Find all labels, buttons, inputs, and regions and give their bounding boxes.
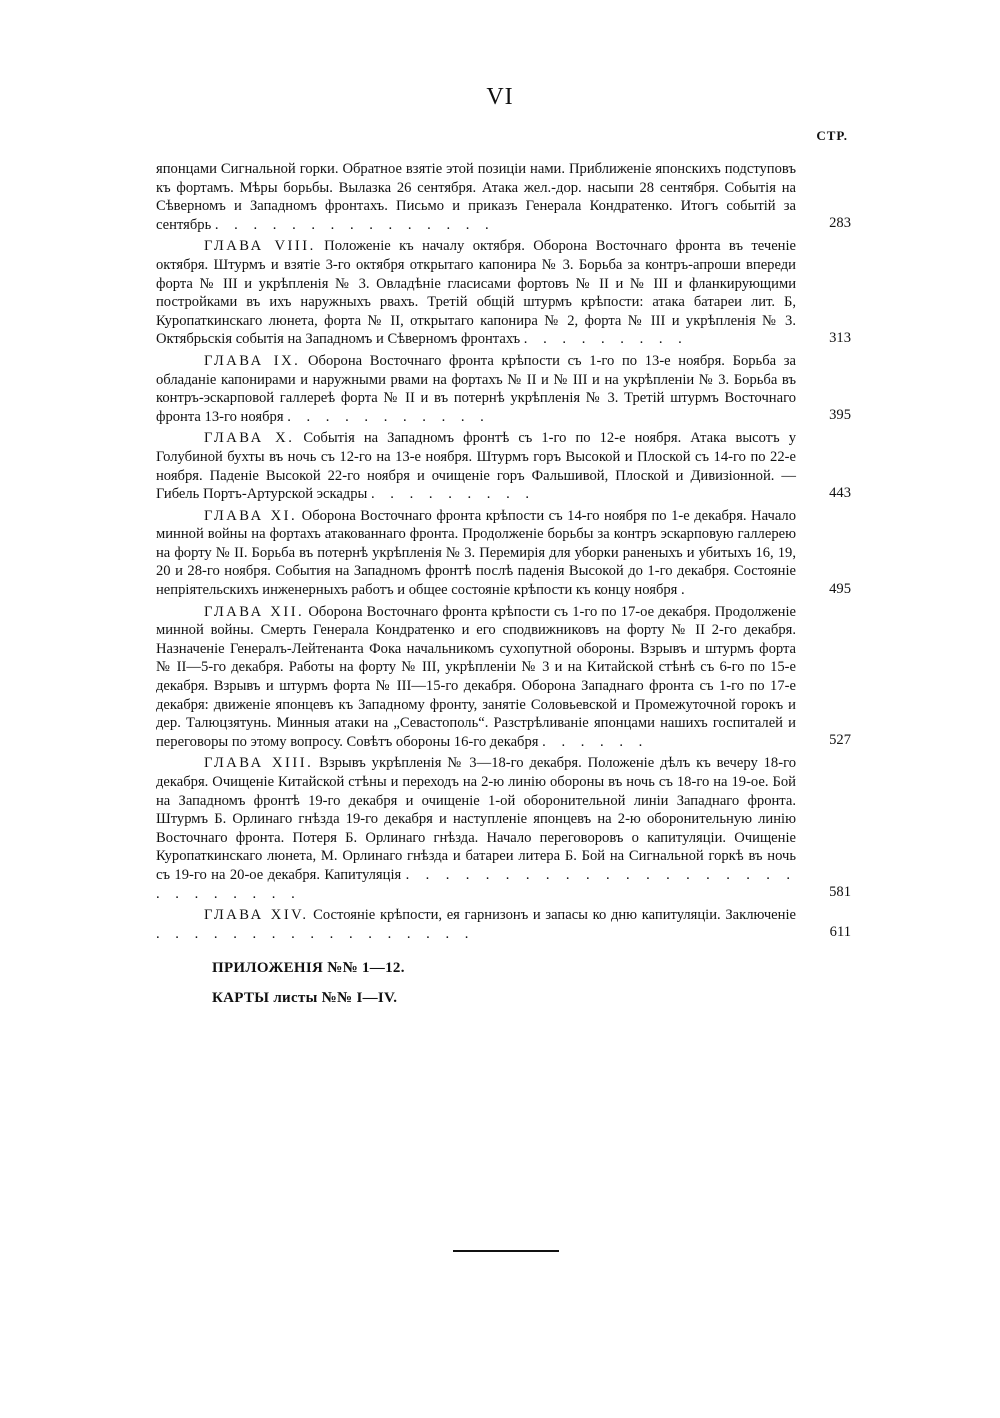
toc-entry: ГЛАВА XII. Оборона Восточнаго фронта крѣпости съ 1-го по 17-ое декабря. Продолженіе минной войны. Смерть Генерала Кондратенко и его сподвижниковъ на форту № II 2-го декабря. Назначеніе Генералъ-Лейтенанта Фока начальникомъ сухопутной обороны. Взрывъ и штурмъ форта № II—5-го декабря. Работы на форту № III, укрѣпленіи № 3 и на Китайской стѣнѣ съ 6-го по 15-е декабря. Взрывъ и штурмъ форта № III—15-го декабря. Оборона Западнаго фронта съ 1-го по 17-е декабря: движеніе японцевъ къ Западному фронту, занятіе Соловьевской и Промежуточной горокъ и дер. Талюцзятунь. Минныя атаки на „Севастополь“. Разстрѣливаніе японцами нашихъ госпиталей и переговоры по этому вопросу. Совѣтъ обороны 16-го декабря . . . . . . 527 — [156, 603, 851, 750]
entry-text: Оборона Восточнаго фронта крѣпости съ 1-го по 17-ое декабря. Продолженіе минной войны. Смерть Генерала Кондратенко и его сподвижниковъ на форту № II 2-го декабря. Назначеніе Генералъ-Лейтенанта Фока начальникомъ сухопутной обороны. Взрывъ и штурмъ форта № II—5-го декабря. Работы на форту № III, укрѣпленіи № 3 и на Китайской стѣнѣ съ 6-го по 15-е декабря. Взрывъ и штурмъ форта № III—15-го декабря. Оборона Западнаго фронта съ 1-го по 17-е декабря: движеніе японцевъ къ Западному фронту, занятіе Соловьевской и Промежуточной горокъ и дер. Талюцзятунь. Минныя атаки на „Севастополь“. Разстрѣливаніе японцами нашихъ госпиталей и переговоры по этому вопросу. Совѣтъ обороны 16-го декабря — [156, 603, 796, 750]
toc-entry: ГЛАВА XI. Оборона Восточнаго фронта крѣпости съ 14-го ноября по 1-е декабря. Начало минной войны на фортахъ атакованнаго фронта. Продолженіе борьбы за контръ эскарповую галлерею на форту № II. Борьба въ потернѣ укрѣпленія № 3. Перемирія для уборки раненыхъ и убитыхъ 16, 19, 20 и 28-го ноября. События на Западномъ фронтѣ послѣ паденія Высокой до 1-го декабря. Состояніе непріятельскихъ инженерныхъ работъ и общее состояніе крѣпости къ концу ноября . 495 — [156, 507, 851, 599]
toc-entry: ГЛАВА VIII. Положеніе къ началу октября. Оборона Восточнаго фронта въ теченіе октября. Штурмъ и взятіе 3-го октября открытаго капонира № 3. Борьба за контръ-апроши впереди форта № III и укрѣпленія № 3. Овладѣніе гласисами фортовъ № II и № III и фланкирующими постройками въ ихъ наружныхъ рвахъ. Третій общій штурмъ крѣпости: атака батареи лит. Б, Куропаткинскаго люнета, форта № II, открытаго капонира № 2, форта № III и укрѣпленія № 3. Октябрьскія событія на Западномъ и Сѣверномъ фронтахъ . . . . . . . . . 313 — [156, 238, 851, 348]
closing-rule — [453, 1250, 559, 1252]
page-number: VI — [486, 84, 514, 110]
maps-line: КАРТЫ листы №№ I—IV. — [212, 990, 398, 1007]
chapter-heading: ГЛАВА IX. — [204, 352, 301, 369]
toc-entry: ГЛАВА XIV. Состояніе крѣпости, ея гарнизонъ и запасы ко дню капитуляціи. Заключеніе . . . . . . . . . . . . . . . . . 611 — [156, 907, 851, 942]
entry-page: 283 — [829, 215, 851, 232]
entry-text: Оборона Восточнаго фронта крѣпости съ 14-го ноября по 1-е декабря. Начало минной войны на фортахъ атакованнаго фронта. Продолженіе борьбы за контръ эскарповую галлерею на форту № II. Борьба въ потернѣ укрѣпленія № 3. Перемирія для уборки раненыхъ и убитыхъ 16, 19, 20 и 28-го ноября. События на Западномъ фронтѣ послѣ паденія Высокой до 1-го декабря. Состояніе непріятельскихъ инженерныхъ работъ и общее состояніе крѣпости къ концу ноября — [156, 507, 796, 599]
entry-page: 443 — [829, 484, 851, 501]
entry-text: Оборона Восточнаго фронта крѣпости съ 1-го по 13-е ноября. Борьба за обладаніе капонирами и наружными рвами на фортахъ № II и № III и на укрѣпленіи № 3. Борьба въ контръ-эскарповой галлереѣ форта № II и въ потернѣ укрѣпленія № 3. Третій штурмъ Восточнаго фронта 13-го ноября — [156, 352, 796, 425]
toc-entry: ГЛАВА XIII. Взрывъ укрѣпленія № 3—18-го декабря. Положеніе дѣлъ къ вечеру 18-го декабря. Очищеніе Китайской стѣны и переходъ на 2-ю линію обороны въ ночь съ 18-го на 19-ое. Бой на Западномъ фронтѣ 19-го декабря и очищеніе 1-ой оборонительной линіи Западнаго фронта. Штурмъ Б. Орлинаго гнѣзда 19-го декабря и наступленіе японцевъ на 2-ю оборонительную линію Восточнаго фронта. Потеря Б. Орлинаго гнѣзда. Начало переговоровъ о капитуляціи. Очищеніе Куропаткинскаго люнета, М. Орлинаго гнѣзда и батареи литера Б. Бой на Сигнальной горкѣ въ ночь съ 19-го на 20-ое декабря. Капитуляція . . . . . . . . . . . . . . . . . . . . . . . . . . . . 581 — [156, 755, 851, 902]
chapter-heading: ГЛАВА X. — [204, 430, 295, 447]
supplements-line: ПРИЛОЖЕНІЯ №№ 1—12. — [212, 960, 405, 977]
entry-text: Взрывъ укрѣпленія № 3—18-го декабря. Положеніе дѣлъ къ вечеру 18-го декабря. Очищеніе Китайской стѣны и переходъ на 2-ю линію обороны въ ночь съ 18-го на 19-ое. Бой на Западномъ фронтѣ 19-го декабря и очищеніе 1-ой оборонительной линіи Западнаго фронта. Штурмъ Б. Орлинаго гнѣзда 19-го декабря и наступленіе японцевъ на 2-ю оборонительную линію Восточнаго фронта. Потеря Б. Орлинаго гнѣзда. Начало переговоровъ о капитуляціи. Очищеніе Куропаткинскаго люнета, М. Орлинаго гнѣзда и батареи литера Б. Бой на Сигнальной горкѣ въ ночь съ 19-го на 20-ое декабря. Капитуляція — [156, 755, 796, 883]
toc-entry: ГЛАВА X. Событія на Западномъ фронтѣ съ 1-го по 12-е ноября. Атака высотъ у Голубиной бухты въ ночь съ 12-го на 13-е ноября. Штурмъ горъ Высокой и Плоской съ 14-го по 22-е ноября. Паденіе Высокой 22-го ноября и очищеніе горъ Фальшивой, Плоской и Дивизіонной. — Гибель Портъ-Артурской эскадры . . . . . . . . . 443 — [156, 430, 851, 503]
entry-text: Положеніе къ началу октября. Оборона Восточнаго фронта въ теченіе октября. Штурмъ и взятіе 3-го октября открытаго капонира № 3. Борьба за контръ-апроши впереди форта № III и укрѣпленія № 3. Овладѣніе гласисами фортовъ № II и № III и фланкирующими постройками въ ихъ наружныхъ рвахъ. Третій общій штурмъ крѣпости: атака батареи лит. Б, Куропаткинскаго люнета, форта № II, открытаго капонира № 2, форта № III и укрѣпленія № 3. Октябрьскія событія на Западномъ и Сѣверномъ фронтахъ — [156, 238, 797, 348]
entry-page: 581 — [829, 884, 851, 901]
entry-page: 313 — [829, 329, 851, 346]
entry-page: 495 — [829, 580, 851, 597]
chapter-heading: ГЛАВА XIV. — [204, 907, 309, 924]
entry-text: Событія на Западномъ фронтѣ съ 1-го по 12-е ноября. Атака высотъ у Голубиной бухты въ ночь съ 12-го на 13-е ноября. Штурмъ горъ Высокой и Плоской съ 14-го по 22-е ноября. Паденіе Высокой 22-го ноября и очищеніе горъ Фальшивой, Плоской и Дивизіонной. — Гибель Портъ-Артурской эскадры — [156, 430, 797, 503]
entry-page: 611 — [829, 924, 851, 941]
chapter-heading: ГЛАВА VIII. — [204, 238, 316, 255]
toc-entry: ГЛАВА IX. Оборона Восточнаго фронта крѣпости съ 1-го по 13-е ноября. Борьба за обладаніе капонирами и наружными рвами на фортахъ № II и № III и на укрѣпленіи № 3. Борьба въ контръ-эскарповой галлереѣ форта № II и въ потернѣ укрѣпленія № 3. Третій штурмъ Восточнаго фронта 13-го ноября . . . . . . . . . . . 395 — [156, 352, 851, 425]
table-of-contents — [156, 160, 851, 1009]
toc-entry: японцами Сигнальной горки. Обратное взятіе этой позиціи нами. Приближеніе японскихъ подступовъ къ фортамъ. Мѣры борьбы. Вылазка 26 сентября. Атака жел.-дор. насыпи 28 сентября. Событія на Сѣверномъ и Западномъ фронтахъ. Письмо и приказъ Генерала Кондратенко. Итогъ событій за сентябрь . . . . . . . . . . . . . . . 283 — [156, 161, 851, 233]
chapter-heading: ГЛАВА XII. — [204, 603, 305, 620]
entry-page: 395 — [829, 407, 851, 424]
chapter-heading: ГЛАВА XI. — [204, 507, 298, 524]
page-column-label: СТР. — [816, 128, 848, 143]
chapter-heading: ГЛАВА XIII. — [204, 755, 314, 772]
entry-text: Состояніе крѣпости, ея гарнизонъ и запасы ко дню капитуляціи. Заключеніе — [313, 907, 796, 924]
entry-text: японцами Сигнальной горки. Обратное взятіе этой позиціи нами. Приближеніе японскихъ подступовъ къ фортамъ. Мѣры борьбы. Вылазка 26 сентября. Атака жел.-дор. насыпи 28 сентября. Событія на Сѣверномъ и Западномъ фронтахъ. Письмо и приказъ Генерала Кондратенко. Итогъ событій за сентябрь — [156, 161, 796, 233]
entry-page: 527 — [829, 732, 851, 749]
